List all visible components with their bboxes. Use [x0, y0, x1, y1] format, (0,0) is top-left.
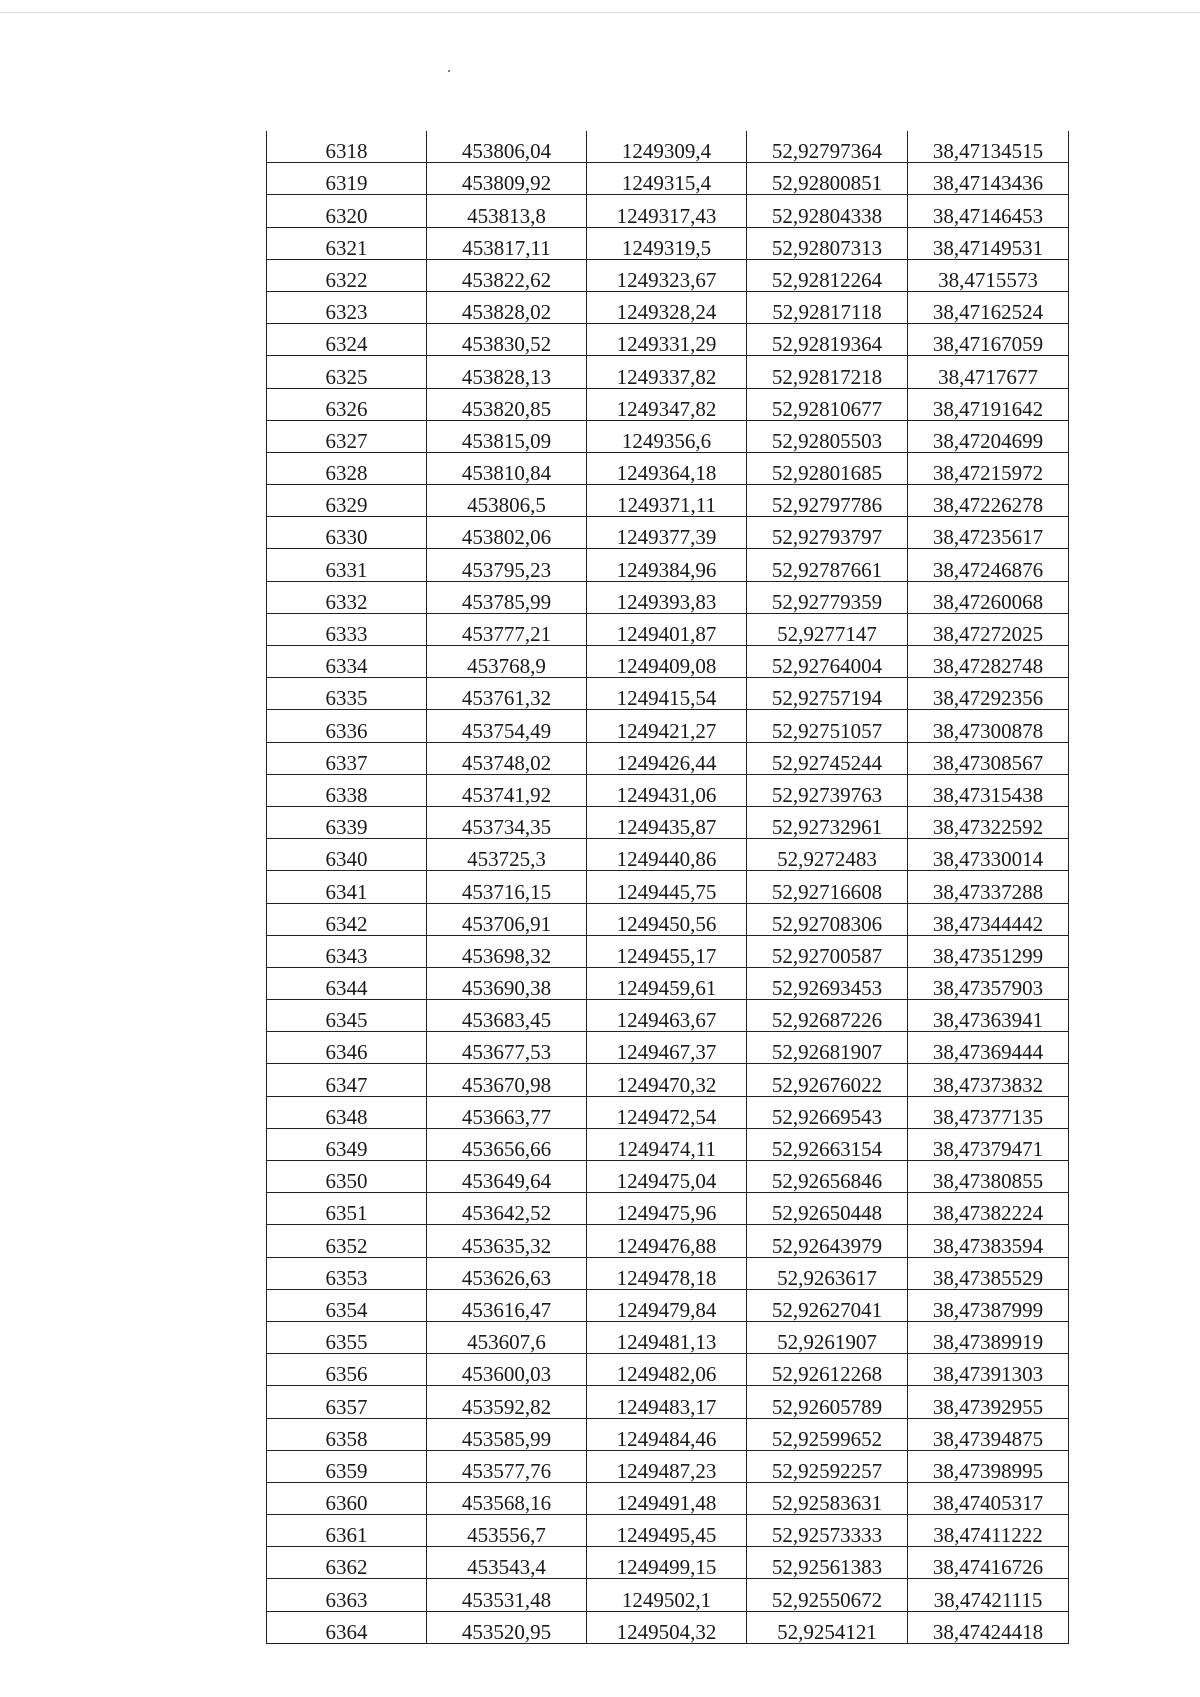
- table-row: [267, 1064, 1069, 1096]
- latitude-cell: 52,92817118: [747, 291, 908, 323]
- y-coordinate-cell: 1249499,15: [587, 1547, 747, 1579]
- latitude-cell: 52,92716608: [747, 871, 908, 903]
- point-number-cell: 6355: [267, 1321, 427, 1353]
- point-number-cell: 6341: [267, 871, 427, 903]
- x-coordinate-cell: 453820,85: [427, 388, 587, 420]
- x-coordinate-cell: 453815,09: [427, 420, 587, 452]
- table-row: [267, 1161, 1069, 1193]
- latitude-cell: 52,92583631: [747, 1482, 908, 1514]
- x-coordinate-cell: 453802,06: [427, 517, 587, 549]
- point-number-cell: 6356: [267, 1354, 427, 1386]
- latitude-cell: 52,92779359: [747, 581, 908, 613]
- table-row: [267, 903, 1069, 935]
- point-number-cell: 6319: [267, 163, 427, 195]
- point-number-cell: 6323: [267, 291, 427, 323]
- x-coordinate-cell: 453822,62: [427, 259, 587, 291]
- point-number-cell: 6357: [267, 1386, 427, 1418]
- longitude-cell: 38,47235617: [908, 517, 1069, 549]
- latitude-cell: 52,92819364: [747, 324, 908, 356]
- y-coordinate-cell: 1249481,13: [587, 1321, 747, 1353]
- table-row: [267, 774, 1069, 806]
- table-row: [267, 871, 1069, 903]
- y-coordinate-cell: 1249483,17: [587, 1386, 747, 1418]
- point-number-cell: 6339: [267, 806, 427, 838]
- latitude-cell: 52,9261907: [747, 1321, 908, 1353]
- x-coordinate-cell: 453698,32: [427, 935, 587, 967]
- x-coordinate-cell: 453748,02: [427, 742, 587, 774]
- table-row: [267, 1611, 1069, 1643]
- x-coordinate-cell: 453813,8: [427, 195, 587, 227]
- longitude-cell: 38,47394875: [908, 1418, 1069, 1450]
- x-coordinate-cell: 453607,6: [427, 1321, 587, 1353]
- point-number-cell: 6351: [267, 1193, 427, 1225]
- longitude-cell: 38,47337288: [908, 871, 1069, 903]
- x-coordinate-cell: 453754,49: [427, 710, 587, 742]
- y-coordinate-cell: 1249401,87: [587, 613, 747, 645]
- y-coordinate-cell: 1249476,88: [587, 1225, 747, 1257]
- table-row: [267, 613, 1069, 645]
- x-coordinate-cell: 453828,02: [427, 291, 587, 323]
- table-row: [267, 1193, 1069, 1225]
- x-coordinate-cell: 453795,23: [427, 549, 587, 581]
- longitude-cell: 38,47149531: [908, 227, 1069, 259]
- latitude-cell: 52,92812264: [747, 259, 908, 291]
- table-row: [267, 485, 1069, 517]
- longitude-cell: 38,47382224: [908, 1193, 1069, 1225]
- longitude-cell: 38,47167059: [908, 324, 1069, 356]
- x-coordinate-cell: 453716,15: [427, 871, 587, 903]
- x-coordinate-cell: 453585,99: [427, 1418, 587, 1450]
- longitude-cell: 38,47392955: [908, 1386, 1069, 1418]
- table-row: [267, 420, 1069, 452]
- table-row: [267, 710, 1069, 742]
- latitude-cell: 52,92700587: [747, 935, 908, 967]
- x-coordinate-cell: 453626,63: [427, 1257, 587, 1289]
- x-coordinate-cell: 453568,16: [427, 1482, 587, 1514]
- point-number-cell: 6326: [267, 388, 427, 420]
- latitude-cell: 52,92561383: [747, 1547, 908, 1579]
- x-coordinate-cell: 453592,82: [427, 1386, 587, 1418]
- latitude-cell: 52,92592257: [747, 1450, 908, 1482]
- longitude-cell: 38,47383594: [908, 1225, 1069, 1257]
- x-coordinate-cell: 453817,11: [427, 227, 587, 259]
- x-coordinate-cell: 453741,92: [427, 774, 587, 806]
- table-row: [267, 1515, 1069, 1547]
- y-coordinate-cell: 1249328,24: [587, 291, 747, 323]
- latitude-cell: 52,9263617: [747, 1257, 908, 1289]
- y-coordinate-cell: 1249463,67: [587, 1000, 747, 1032]
- latitude-cell: 52,92550672: [747, 1579, 908, 1611]
- x-coordinate-cell: 453677,53: [427, 1032, 587, 1064]
- x-coordinate-cell: 453830,52: [427, 324, 587, 356]
- y-coordinate-cell: 1249472,54: [587, 1096, 747, 1128]
- table-row: [267, 452, 1069, 484]
- x-coordinate-cell: 453806,5: [427, 485, 587, 517]
- point-number-cell: 6340: [267, 839, 427, 871]
- y-coordinate-cell: 1249331,29: [587, 324, 747, 356]
- x-coordinate-cell: 453734,35: [427, 806, 587, 838]
- point-number-cell: 6354: [267, 1289, 427, 1321]
- longitude-cell: 38,47282748: [908, 646, 1069, 678]
- x-coordinate-cell: 453656,66: [427, 1128, 587, 1160]
- x-coordinate-cell: 453785,99: [427, 581, 587, 613]
- longitude-cell: 38,47385529: [908, 1257, 1069, 1289]
- y-coordinate-cell: 1249445,75: [587, 871, 747, 903]
- x-coordinate-cell: 453809,92: [427, 163, 587, 195]
- table-row: [267, 1096, 1069, 1128]
- y-coordinate-cell: 1249487,23: [587, 1450, 747, 1482]
- y-coordinate-cell: 1249393,83: [587, 581, 747, 613]
- latitude-cell: 52,92605789: [747, 1386, 908, 1418]
- y-coordinate-cell: 1249309,4: [587, 131, 747, 163]
- latitude-cell: 52,9272483: [747, 839, 908, 871]
- table-row: [267, 388, 1069, 420]
- longitude-cell: 38,47363941: [908, 1000, 1069, 1032]
- x-coordinate-cell: 453531,48: [427, 1579, 587, 1611]
- longitude-cell: 38,47369444: [908, 1032, 1069, 1064]
- latitude-cell: 52,92797364: [747, 131, 908, 163]
- y-coordinate-cell: 1249491,48: [587, 1482, 747, 1514]
- table-row: [267, 1257, 1069, 1289]
- x-coordinate-cell: 453670,98: [427, 1064, 587, 1096]
- latitude-cell: 52,92807313: [747, 227, 908, 259]
- point-number-cell: 6346: [267, 1032, 427, 1064]
- y-coordinate-cell: 1249467,37: [587, 1032, 747, 1064]
- y-coordinate-cell: 1249317,43: [587, 195, 747, 227]
- y-coordinate-cell: 1249435,87: [587, 806, 747, 838]
- y-coordinate-cell: 1249315,4: [587, 163, 747, 195]
- x-coordinate-cell: 453577,76: [427, 1450, 587, 1482]
- table-row: [267, 1386, 1069, 1418]
- longitude-cell: 38,47411222: [908, 1515, 1069, 1547]
- longitude-cell: 38,47146453: [908, 195, 1069, 227]
- longitude-cell: 38,47391303: [908, 1354, 1069, 1386]
- point-number-cell: 6338: [267, 774, 427, 806]
- longitude-cell: 38,47421115: [908, 1579, 1069, 1611]
- point-number-cell: 6322: [267, 259, 427, 291]
- longitude-cell: 38,47344442: [908, 903, 1069, 935]
- longitude-cell: 38,47377135: [908, 1096, 1069, 1128]
- scan-top-edge: [0, 12, 1200, 13]
- table-row: [267, 742, 1069, 774]
- latitude-cell: 52,92810677: [747, 388, 908, 420]
- table-row: [267, 1128, 1069, 1160]
- coordinates-table-body: [267, 131, 1069, 1643]
- y-coordinate-cell: 1249484,46: [587, 1418, 747, 1450]
- longitude-cell: 38,4715573: [908, 259, 1069, 291]
- table-row: [267, 291, 1069, 323]
- latitude-cell: 52,92599652: [747, 1418, 908, 1450]
- point-number-cell: 6332: [267, 581, 427, 613]
- latitude-cell: 52,92797786: [747, 485, 908, 517]
- y-coordinate-cell: 1249431,06: [587, 774, 747, 806]
- table-row: [267, 1418, 1069, 1450]
- longitude-cell: 38,47380855: [908, 1161, 1069, 1193]
- y-coordinate-cell: 1249384,96: [587, 549, 747, 581]
- table-row: [267, 549, 1069, 581]
- y-coordinate-cell: 1249377,39: [587, 517, 747, 549]
- longitude-cell: 38,47143436: [908, 163, 1069, 195]
- x-coordinate-cell: 453663,77: [427, 1096, 587, 1128]
- y-coordinate-cell: 1249479,84: [587, 1289, 747, 1321]
- y-coordinate-cell: 1249440,86: [587, 839, 747, 871]
- x-coordinate-cell: 453520,95: [427, 1611, 587, 1643]
- longitude-cell: 38,47300878: [908, 710, 1069, 742]
- y-coordinate-cell: 1249475,04: [587, 1161, 747, 1193]
- x-coordinate-cell: 453810,84: [427, 452, 587, 484]
- x-coordinate-cell: 453649,64: [427, 1161, 587, 1193]
- scan-speck: [448, 70, 450, 72]
- y-coordinate-cell: 1249504,32: [587, 1611, 747, 1643]
- latitude-cell: 52,92800851: [747, 163, 908, 195]
- latitude-cell: 52,92681907: [747, 1032, 908, 1064]
- table-row: [267, 935, 1069, 967]
- y-coordinate-cell: 1249415,54: [587, 678, 747, 710]
- table-row: [267, 806, 1069, 838]
- x-coordinate-cell: 453777,21: [427, 613, 587, 645]
- point-number-cell: 6352: [267, 1225, 427, 1257]
- y-coordinate-cell: 1249356,6: [587, 420, 747, 452]
- y-coordinate-cell: 1249337,82: [587, 356, 747, 388]
- y-coordinate-cell: 1249371,11: [587, 485, 747, 517]
- latitude-cell: 52,92732961: [747, 806, 908, 838]
- longitude-cell: 38,47308567: [908, 742, 1069, 774]
- table-row: [267, 259, 1069, 291]
- table-row: [267, 1482, 1069, 1514]
- x-coordinate-cell: 453761,32: [427, 678, 587, 710]
- y-coordinate-cell: 1249421,27: [587, 710, 747, 742]
- point-number-cell: 6347: [267, 1064, 427, 1096]
- y-coordinate-cell: 1249455,17: [587, 935, 747, 967]
- table-row: [267, 1321, 1069, 1353]
- latitude-cell: 52,92757194: [747, 678, 908, 710]
- x-coordinate-cell: 453725,3: [427, 839, 587, 871]
- longitude-cell: 38,47379471: [908, 1128, 1069, 1160]
- latitude-cell: 52,92669543: [747, 1096, 908, 1128]
- latitude-cell: 52,92801685: [747, 452, 908, 484]
- table-row: [267, 1450, 1069, 1482]
- longitude-cell: 38,47272025: [908, 613, 1069, 645]
- table-row: [267, 1579, 1069, 1611]
- longitude-cell: 38,47387999: [908, 1289, 1069, 1321]
- x-coordinate-cell: 453600,03: [427, 1354, 587, 1386]
- y-coordinate-cell: 1249323,67: [587, 259, 747, 291]
- table-row: [267, 227, 1069, 259]
- point-number-cell: 6361: [267, 1515, 427, 1547]
- longitude-cell: 38,47373832: [908, 1064, 1069, 1096]
- point-number-cell: 6363: [267, 1579, 427, 1611]
- longitude-cell: 38,47260068: [908, 581, 1069, 613]
- table-row: [267, 163, 1069, 195]
- latitude-cell: 52,9254121: [747, 1611, 908, 1643]
- latitude-cell: 52,92693453: [747, 967, 908, 999]
- y-coordinate-cell: 1249474,11: [587, 1128, 747, 1160]
- point-number-cell: 6335: [267, 678, 427, 710]
- y-coordinate-cell: 1249475,96: [587, 1193, 747, 1225]
- point-number-cell: 6358: [267, 1418, 427, 1450]
- point-number-cell: 6337: [267, 742, 427, 774]
- y-coordinate-cell: 1249450,56: [587, 903, 747, 935]
- x-coordinate-cell: 453556,7: [427, 1515, 587, 1547]
- latitude-cell: 52,92676022: [747, 1064, 908, 1096]
- table-row: [267, 1225, 1069, 1257]
- point-number-cell: 6328: [267, 452, 427, 484]
- longitude-cell: 38,47398995: [908, 1450, 1069, 1482]
- latitude-cell: 52,92627041: [747, 1289, 908, 1321]
- y-coordinate-cell: 1249478,18: [587, 1257, 747, 1289]
- table-row: [267, 678, 1069, 710]
- point-number-cell: 6320: [267, 195, 427, 227]
- latitude-cell: 52,92805503: [747, 420, 908, 452]
- longitude-cell: 38,47322592: [908, 806, 1069, 838]
- longitude-cell: 38,47357903: [908, 967, 1069, 999]
- longitude-cell: 38,47389919: [908, 1321, 1069, 1353]
- point-number-cell: 6342: [267, 903, 427, 935]
- point-number-cell: 6324: [267, 324, 427, 356]
- point-number-cell: 6353: [267, 1257, 427, 1289]
- table-row: [267, 356, 1069, 388]
- longitude-cell: 38,47134515: [908, 131, 1069, 163]
- table-row: [267, 195, 1069, 227]
- x-coordinate-cell: 453768,9: [427, 646, 587, 678]
- point-number-cell: 6334: [267, 646, 427, 678]
- point-number-cell: 6321: [267, 227, 427, 259]
- table-row: [267, 1354, 1069, 1386]
- point-number-cell: 6325: [267, 356, 427, 388]
- latitude-cell: 52,92751057: [747, 710, 908, 742]
- point-number-cell: 6364: [267, 1611, 427, 1643]
- point-number-cell: 6344: [267, 967, 427, 999]
- point-number-cell: 6359: [267, 1450, 427, 1482]
- table-row: [267, 967, 1069, 999]
- point-number-cell: 6343: [267, 935, 427, 967]
- point-number-cell: 6348: [267, 1096, 427, 1128]
- longitude-cell: 38,47351299: [908, 935, 1069, 967]
- latitude-cell: 52,92650448: [747, 1193, 908, 1225]
- table-row: [267, 131, 1069, 163]
- y-coordinate-cell: 1249495,45: [587, 1515, 747, 1547]
- longitude-cell: 38,47204699: [908, 420, 1069, 452]
- longitude-cell: 38,47330014: [908, 839, 1069, 871]
- latitude-cell: 52,92612268: [747, 1354, 908, 1386]
- point-number-cell: 6350: [267, 1161, 427, 1193]
- x-coordinate-cell: 453616,47: [427, 1289, 587, 1321]
- table-row: [267, 1032, 1069, 1064]
- point-number-cell: 6327: [267, 420, 427, 452]
- latitude-cell: 52,92687226: [747, 1000, 908, 1032]
- y-coordinate-cell: 1249426,44: [587, 742, 747, 774]
- longitude-cell: 38,47405317: [908, 1482, 1069, 1514]
- point-number-cell: 6330: [267, 517, 427, 549]
- latitude-cell: 52,92663154: [747, 1128, 908, 1160]
- latitude-cell: 52,92793797: [747, 517, 908, 549]
- point-number-cell: 6333: [267, 613, 427, 645]
- latitude-cell: 52,92708306: [747, 903, 908, 935]
- longitude-cell: 38,47424418: [908, 1611, 1069, 1643]
- latitude-cell: 52,92745244: [747, 742, 908, 774]
- table-row: [267, 324, 1069, 356]
- latitude-cell: 52,92804338: [747, 195, 908, 227]
- latitude-cell: 52,92817218: [747, 356, 908, 388]
- point-number-cell: 6331: [267, 549, 427, 581]
- latitude-cell: 52,92787661: [747, 549, 908, 581]
- latitude-cell: 52,92643979: [747, 1225, 908, 1257]
- longitude-cell: 38,47226278: [908, 485, 1069, 517]
- table-row: [267, 581, 1069, 613]
- y-coordinate-cell: 1249409,08: [587, 646, 747, 678]
- y-coordinate-cell: 1249470,32: [587, 1064, 747, 1096]
- latitude-cell: 52,92739763: [747, 774, 908, 806]
- longitude-cell: 38,47315438: [908, 774, 1069, 806]
- longitude-cell: 38,47292356: [908, 678, 1069, 710]
- x-coordinate-cell: 453806,04: [427, 131, 587, 163]
- point-number-cell: 6362: [267, 1547, 427, 1579]
- latitude-cell: 52,9277147: [747, 613, 908, 645]
- table-row: [267, 1000, 1069, 1032]
- table-row: [267, 517, 1069, 549]
- x-coordinate-cell: 453642,52: [427, 1193, 587, 1225]
- y-coordinate-cell: 1249459,61: [587, 967, 747, 999]
- table-row: [267, 646, 1069, 678]
- latitude-cell: 52,92656846: [747, 1161, 908, 1193]
- point-number-cell: 6329: [267, 485, 427, 517]
- longitude-cell: 38,47215972: [908, 452, 1069, 484]
- y-coordinate-cell: 1249482,06: [587, 1354, 747, 1386]
- latitude-cell: 52,92764004: [747, 646, 908, 678]
- x-coordinate-cell: 453683,45: [427, 1000, 587, 1032]
- table-row: [267, 1547, 1069, 1579]
- table-row: [267, 1289, 1069, 1321]
- y-coordinate-cell: 1249347,82: [587, 388, 747, 420]
- y-coordinate-cell: 1249364,18: [587, 452, 747, 484]
- point-number-cell: 6318: [267, 131, 427, 163]
- point-number-cell: 6336: [267, 710, 427, 742]
- x-coordinate-cell: 453543,4: [427, 1547, 587, 1579]
- x-coordinate-cell: 453690,38: [427, 967, 587, 999]
- point-number-cell: 6345: [267, 1000, 427, 1032]
- point-number-cell: 6360: [267, 1482, 427, 1514]
- longitude-cell: 38,47191642: [908, 388, 1069, 420]
- longitude-cell: 38,47416726: [908, 1547, 1069, 1579]
- longitude-cell: 38,47162524: [908, 291, 1069, 323]
- longitude-cell: 38,47246876: [908, 549, 1069, 581]
- longitude-cell: 38,4717677: [908, 356, 1069, 388]
- coordinates-table: [266, 131, 1069, 1644]
- y-coordinate-cell: 1249502,1: [587, 1579, 747, 1611]
- x-coordinate-cell: 453635,32: [427, 1225, 587, 1257]
- table-row: [267, 839, 1069, 871]
- x-coordinate-cell: 453706,91: [427, 903, 587, 935]
- y-coordinate-cell: 1249319,5: [587, 227, 747, 259]
- latitude-cell: 52,92573333: [747, 1515, 908, 1547]
- point-number-cell: 6349: [267, 1128, 427, 1160]
- x-coordinate-cell: 453828,13: [427, 356, 587, 388]
